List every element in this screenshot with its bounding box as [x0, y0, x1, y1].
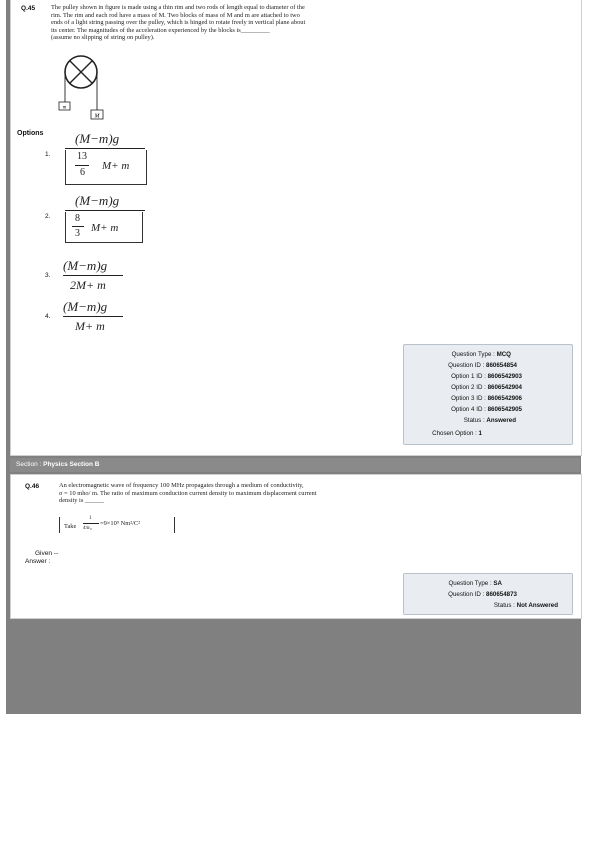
- info-row: Status : Answered: [463, 417, 516, 424]
- coef-numerator: 13: [77, 151, 87, 162]
- coef-denominator: 3: [75, 228, 80, 239]
- question-number: Q.46: [25, 483, 40, 490]
- option-number[interactable]: 2.: [45, 213, 51, 220]
- question-info-box: [403, 344, 573, 445]
- take-frac-den: 4πε₀: [83, 526, 92, 531]
- question-text-line: σ = 10 mho/ m. The ratio of maximum conduction current density to maximum displacement current: [59, 489, 317, 497]
- question-text-line: its center. The magnitudes of the acceleration experienced by the blocks is_________: [51, 26, 270, 34]
- question-text: [59, 482, 317, 505]
- info-row: Question Type : MCQ: [451, 351, 511, 358]
- fraction-bar: [65, 210, 145, 211]
- question-text-line: An electromagnetic wave of frequency 100 MHz propagates through a medium of conductivity,: [59, 482, 304, 489]
- section-bar: [10, 458, 580, 472]
- option-1-numerator: (M−m)g: [75, 131, 120, 146]
- option-2-tail: M+ m: [91, 222, 119, 234]
- info-row: Option 4 ID : 8606542905: [451, 406, 522, 413]
- info-row: Question ID : 860654854: [448, 362, 517, 369]
- option-number[interactable]: 3.: [45, 272, 51, 279]
- coef-denominator: 6: [80, 167, 85, 178]
- take-word: Take: [64, 523, 77, 530]
- info-row: Question ID : 860654873: [448, 591, 517, 598]
- question-text-line: (assume no slipping of string on pulley).: [51, 34, 155, 42]
- fraction-bar: [65, 148, 145, 149]
- coef-bar: [72, 226, 84, 227]
- question-46-card: [10, 474, 582, 619]
- info-row: Option 2 ID : 8606542904: [451, 384, 522, 391]
- coef-bar: [75, 165, 89, 166]
- info-row: Option 3 ID : 8606542906: [451, 395, 522, 402]
- option-3-numerator: (M−m)g: [63, 258, 108, 273]
- question-text-line: density is ______: [59, 497, 105, 505]
- page-bottom-fill: [6, 620, 581, 714]
- question-text-line: rim. The rim and each rod have a mass of M. Two blocks of mass of M and m are attached to two: [51, 11, 300, 19]
- take-rest: =9×10⁹ Nm²/C²: [100, 520, 141, 527]
- option-1-tail: M+ m: [102, 160, 130, 172]
- pulley-figure: [41, 52, 121, 130]
- block-M-label: M: [94, 113, 100, 120]
- question-number: Q.45: [21, 5, 36, 12]
- option-3-denominator: 2M+ m: [70, 278, 106, 292]
- fraction-bar: [63, 316, 123, 317]
- coef-numerator: 8: [75, 213, 80, 224]
- question-text: [51, 4, 305, 42]
- given-label: Given --: [35, 550, 59, 557]
- block-m-label: m: [62, 105, 67, 111]
- answer-label: Answer :: [25, 558, 51, 565]
- option-4-numerator: (M−m)g: [63, 299, 108, 314]
- info-row: Question Type : SA: [448, 580, 502, 587]
- question-text-line: ends of a light string passing over the pulley, which is hinged to rotate freely in vertical plane about: [51, 19, 306, 27]
- option-2-numerator: (M−m)g: [75, 193, 120, 208]
- question-info-box: [403, 573, 573, 615]
- options-label: Options: [17, 130, 44, 137]
- option-number[interactable]: 4.: [45, 313, 51, 320]
- info-row: Status : Not Answered: [493, 602, 558, 609]
- section-label: Section : Physics Section B: [16, 461, 100, 468]
- info-row: Option 1 ID : 8606542903: [451, 373, 522, 380]
- question-45-card: [10, 0, 582, 456]
- question-text-line: The pulley shown in figure is made using a thin rim and two rods of length equal to diameter of the: [51, 4, 305, 11]
- option-4-denominator: M+ m: [75, 319, 105, 333]
- option-number[interactable]: 1.: [45, 151, 51, 158]
- take-frac-num: 1: [89, 516, 92, 521]
- fraction-bar: [63, 275, 123, 276]
- info-row: Chosen Option : 1: [432, 430, 482, 437]
- take-frac-bar: [83, 523, 99, 524]
